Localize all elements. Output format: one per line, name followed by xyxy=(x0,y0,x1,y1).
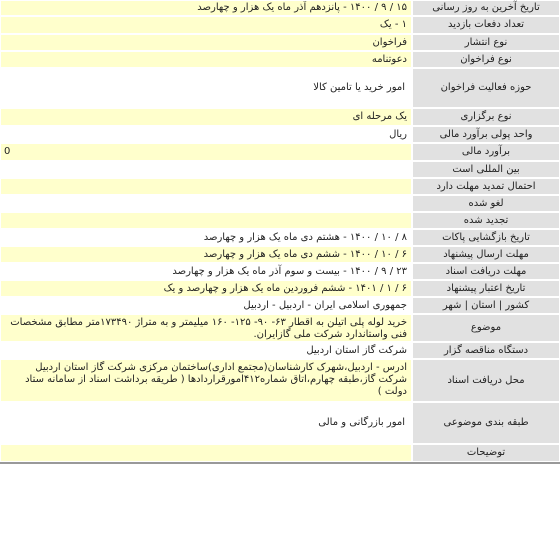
row-international xyxy=(0,161,560,178)
label-extension: احتمال تمدید مهلت دارد xyxy=(412,178,560,195)
label-activity-field: حوزه فعالیت فراخوان xyxy=(412,68,560,108)
label-holding-type: نوع برگزاری xyxy=(412,108,560,126)
label-publish-type: نوع انتشار xyxy=(412,34,560,51)
value-international xyxy=(0,161,412,178)
value-currency: ریال xyxy=(0,126,412,143)
label-document-deadline: مهلت دریافت اسناد xyxy=(412,263,560,280)
row-currency xyxy=(0,126,560,143)
label-organizer: دستگاه مناقصه گزار xyxy=(412,342,560,359)
row-validity-date xyxy=(0,280,560,297)
value-cancelled xyxy=(0,195,412,212)
row-estimate xyxy=(0,143,560,161)
value-last-update: ۱۵ / ۹ / ۱۴۰۰ - پانزدهم آذر ماه یک هزار و چهارصد xyxy=(0,0,412,16)
value-publish-type: فراخوان xyxy=(0,34,412,51)
row-organizer xyxy=(0,342,560,359)
row-last-update xyxy=(0,0,560,16)
label-renewed: تجدید شده xyxy=(412,212,560,229)
label-validity-date: تاریخ اعتبار پیشنهاد xyxy=(412,280,560,297)
value-subject: خرید لوله پلی اتیلن به اقطار ۶۳- ۹۰- ۱۲۵- ۱۶۰ میلیمتر و به متراژ ۱۷۳۴۹۰متر مطابق مشخصات فنی واستاندارد شرکت ملی گازایران. xyxy=(0,314,412,342)
label-currency: واحد پولی برآورد مالی xyxy=(412,126,560,143)
label-document-location: محل دریافت اسناد xyxy=(412,359,560,402)
value-call-type: دعوتنامه xyxy=(0,51,412,68)
label-notes: توضیحات xyxy=(412,444,560,462)
row-location xyxy=(0,297,560,314)
value-location: جمهوری اسلامی ایران - اردبیل - اردبیل xyxy=(0,297,412,314)
value-opening-date: ۸ / ۱۰ / ۱۴۰۰ - هشتم دی ماه یک هزار و چهارصد xyxy=(0,229,412,246)
value-submission-deadline: ۶ / ۱۰ / ۱۴۰۰ - ششم دی ماه یک هزار و چهارصد xyxy=(0,246,412,263)
label-cancelled: لغو شده xyxy=(412,195,560,212)
value-document-location: ادرس - اردبیل،شهرک کارشناسان(مجتمع اداری)ساختمان مرکزی شرکت گاز استان اردبیل شرکت گاز،طبقه چهارم،اتاق شماره۴۱۲امورقراردادها ( طریقه برداشت اسناد از سامانه ستاد دولت ) xyxy=(0,359,412,402)
value-holding-type: یک مرحله ای xyxy=(0,108,412,126)
label-estimate: برآورد مالی xyxy=(412,143,560,161)
row-extension xyxy=(0,178,560,195)
value-notes xyxy=(0,444,412,462)
row-publish-type xyxy=(0,34,560,51)
row-call-type xyxy=(0,51,560,68)
value-visit-count: ۱ - یک xyxy=(0,16,412,34)
row-holding-type xyxy=(0,108,560,126)
row-document-location xyxy=(0,359,560,402)
row-renewed xyxy=(0,212,560,229)
label-opening-date: تاریخ بازگشایی پاکات xyxy=(412,229,560,246)
value-organizer: شرکت گاز استان اردبیل xyxy=(0,342,412,359)
row-cancelled xyxy=(0,195,560,212)
label-subject: موضوع xyxy=(412,314,560,342)
value-renewed xyxy=(0,212,412,229)
row-notes xyxy=(0,444,560,462)
value-validity-date: ۶ / ۱ / ۱۴۰۱ - ششم فروردین ماه یک هزار و چهارصد و یک xyxy=(0,280,412,297)
row-activity-field xyxy=(0,68,560,108)
label-submission-deadline: مهلت ارسال پیشنهاد xyxy=(412,246,560,263)
row-opening-date xyxy=(0,229,560,246)
row-category xyxy=(0,402,560,444)
row-submission-deadline xyxy=(0,246,560,263)
value-estimate: 0 xyxy=(0,143,412,161)
value-category: امور بازرگانی و مالی xyxy=(0,402,412,444)
blank-area xyxy=(0,464,560,548)
row-visit-count xyxy=(0,16,560,34)
value-extension xyxy=(0,178,412,195)
value-document-deadline: ۲۳ / ۹ / ۱۴۰۰ - بیست و سوم آذر ماه یک هزار و چهارصد xyxy=(0,263,412,280)
row-document-deadline xyxy=(0,263,560,280)
label-location: کشور | استان | شهر xyxy=(412,297,560,314)
label-visit-count: تعداد دفعات بازدید xyxy=(412,16,560,34)
value-activity-field: امور خرید یا تامین کالا xyxy=(0,68,412,108)
label-last-update: تاریخ آخرین به روز رسانی xyxy=(412,0,560,16)
label-category: طبقه بندی موضوعی xyxy=(412,402,560,444)
label-international: بین المللی است xyxy=(412,161,560,178)
label-call-type: نوع فراخوان xyxy=(412,51,560,68)
row-subject xyxy=(0,314,560,342)
